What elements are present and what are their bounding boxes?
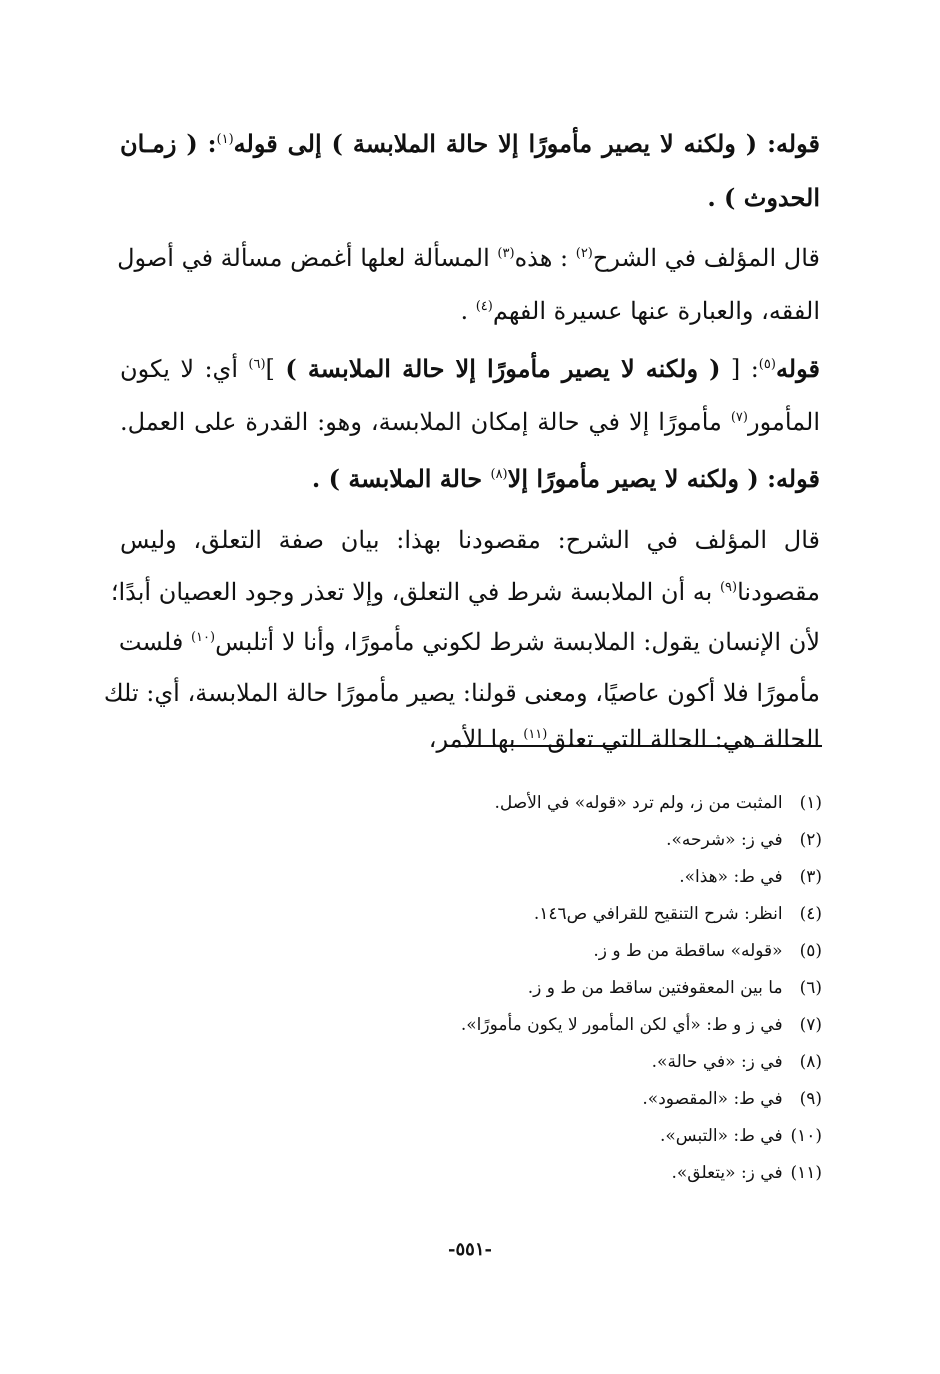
footnote-marker: (٥) — [758, 357, 776, 372]
footnote-marker: (١١) — [523, 727, 548, 742]
quoted-matn-text: قوله: ( ولكنه لا يصير مأمورًا إلا حالة الملابسة ) إلى قوله — [233, 129, 820, 158]
footnote-number: (٦) — [799, 978, 822, 998]
footnote-7 — [461, 1012, 822, 1038]
text-line-4 — [120, 294, 820, 328]
page-number: -٥٥١- — [448, 1239, 492, 1260]
text-line-12 — [120, 722, 820, 756]
footnote-text: في ط: «التبس». — [659, 1126, 783, 1146]
footnote-marker: (٣) — [497, 246, 515, 261]
text-line-8 — [120, 523, 820, 557]
quoted-matn-text: ( ولكنه لا يصير مأمورًا إلا حالة الملابسة ) — [285, 354, 721, 383]
text-line-5 — [120, 352, 820, 386]
text-line-6 — [120, 405, 820, 439]
footnote-number: (٧) — [799, 1015, 822, 1035]
footnote-text: انظر: شرح التنقيح للقرافي ص١٤٦. — [533, 904, 783, 924]
footnote-text: «قوله» ساقطة من ط و ز. — [593, 941, 783, 961]
footnote-2 — [666, 827, 822, 853]
footnote-9 — [642, 1086, 822, 1112]
footnote-10 — [660, 1123, 822, 1149]
footnote-number: (٤) — [799, 904, 822, 924]
text-line-2 — [120, 181, 820, 215]
footnote-11 — [671, 1160, 822, 1186]
commentary-text: : [ — [720, 355, 759, 383]
footnote-4 — [534, 901, 822, 927]
footnote-marker: (٦) — [248, 357, 266, 372]
footnote-5 — [593, 938, 822, 964]
commentary-text: به أن الملابسة شرط في التعلق، وإلا تعذر وجود العصيان أبدًا؛ — [110, 578, 720, 606]
commentary-text: مأمورًا إلا في حالة إمكان الملابسة، وهو: القدرة على العمل. — [120, 408, 731, 436]
commentary-text: مأمورًا فلا أكون عاصيًا، ومعنى قولنا: يصير مأمورًا حالة الملابسة، أي: تلك — [103, 679, 820, 707]
footnote-number: (١٠) — [790, 1126, 822, 1146]
footnote-text: في ط: «المقصود». — [642, 1089, 783, 1109]
text-line-9 — [110, 575, 820, 609]
footnote-marker: (٨) — [490, 467, 508, 482]
text-line-10 — [120, 625, 820, 659]
footnote-8 — [652, 1049, 822, 1075]
commentary-text: مقصودنا — [737, 578, 820, 606]
footnote-marker: (١) — [216, 132, 234, 147]
footnote-number: (٩) — [799, 1089, 822, 1109]
commentary-text: الفقه، والعبارة عنها عسيرة الفهم — [492, 297, 820, 325]
footnote-1 — [495, 790, 822, 816]
text-line-7 — [120, 462, 820, 496]
footnote-number: (٣) — [799, 867, 822, 887]
text-line-11 — [103, 676, 820, 710]
text-line-3 — [117, 241, 820, 275]
footnote-separator — [446, 745, 822, 747]
footnote-marker: (٤) — [475, 299, 493, 314]
commentary-text: أي: لا يكون — [120, 355, 249, 383]
footnote-number: (٥) — [799, 941, 822, 961]
quoted-matn-text: الحدوث ) . — [707, 183, 820, 212]
commentary-text: المسألة لعلها أغمض مسألة في أصول — [117, 244, 498, 272]
footnote-number: (٨) — [799, 1052, 822, 1072]
footnote-text: في ز: «شرحه». — [666, 830, 783, 850]
commentary-text: ] — [265, 355, 286, 383]
footnote-text: المثبت من ز، ولم ترد «قوله» في الأصل. — [494, 793, 783, 813]
footnote-marker: (٧) — [730, 410, 748, 425]
footnote-6 — [528, 975, 822, 1001]
text-line-1 — [120, 127, 820, 161]
footnote-number: (١) — [799, 793, 822, 813]
footnote-marker: (٩) — [719, 580, 738, 595]
commentary-text: الحالة هي: الحالة التي تعلق — [547, 725, 820, 753]
footnote-marker: (١٠) — [190, 630, 216, 645]
commentary-text: المأمور — [747, 408, 820, 436]
footnote-text: ما بين المعقوفتين ساقط من ط و ز. — [527, 978, 783, 998]
footnote-text: في ز: «يتعلق». — [671, 1163, 783, 1183]
quoted-matn-text: قوله: ( ولكنه لا يصير مأمورًا إلا — [507, 464, 820, 493]
footnote-text: في ز: «في حالة». — [651, 1052, 783, 1072]
footnote-3 — [679, 864, 822, 890]
commentary-text: : هذه — [514, 244, 576, 272]
quoted-matn-text: قوله — [775, 354, 820, 383]
commentary-text: قال المؤلف في الشرح — [592, 244, 820, 272]
commentary-text: قال المؤلف في الشرح: مقصودنا بهذا: بيان صفة التعلق، وليس — [120, 526, 820, 554]
commentary-text: فلست — [118, 628, 191, 656]
footnote-marker: (٢) — [575, 246, 593, 261]
commentary-text: . — [460, 297, 476, 325]
quoted-matn-text: : ( زمـان — [120, 129, 217, 158]
commentary-text: لأن الإنسان يقول: الملابسة شرط لكوني مأمورًا، وأنا لا أتلبس — [215, 628, 820, 656]
footnote-text: في ز و ط: «أي لكن المأمور لا يكون مأمورًا». — [460, 1015, 783, 1035]
footnote-number: (١١) — [790, 1163, 822, 1183]
footnote-text: في ط: «هذا». — [679, 867, 783, 887]
quoted-matn-text: حالة الملابسة ) . — [311, 464, 491, 493]
commentary-text: بها الأمر، — [428, 725, 524, 753]
footnote-number: (٢) — [799, 830, 822, 850]
